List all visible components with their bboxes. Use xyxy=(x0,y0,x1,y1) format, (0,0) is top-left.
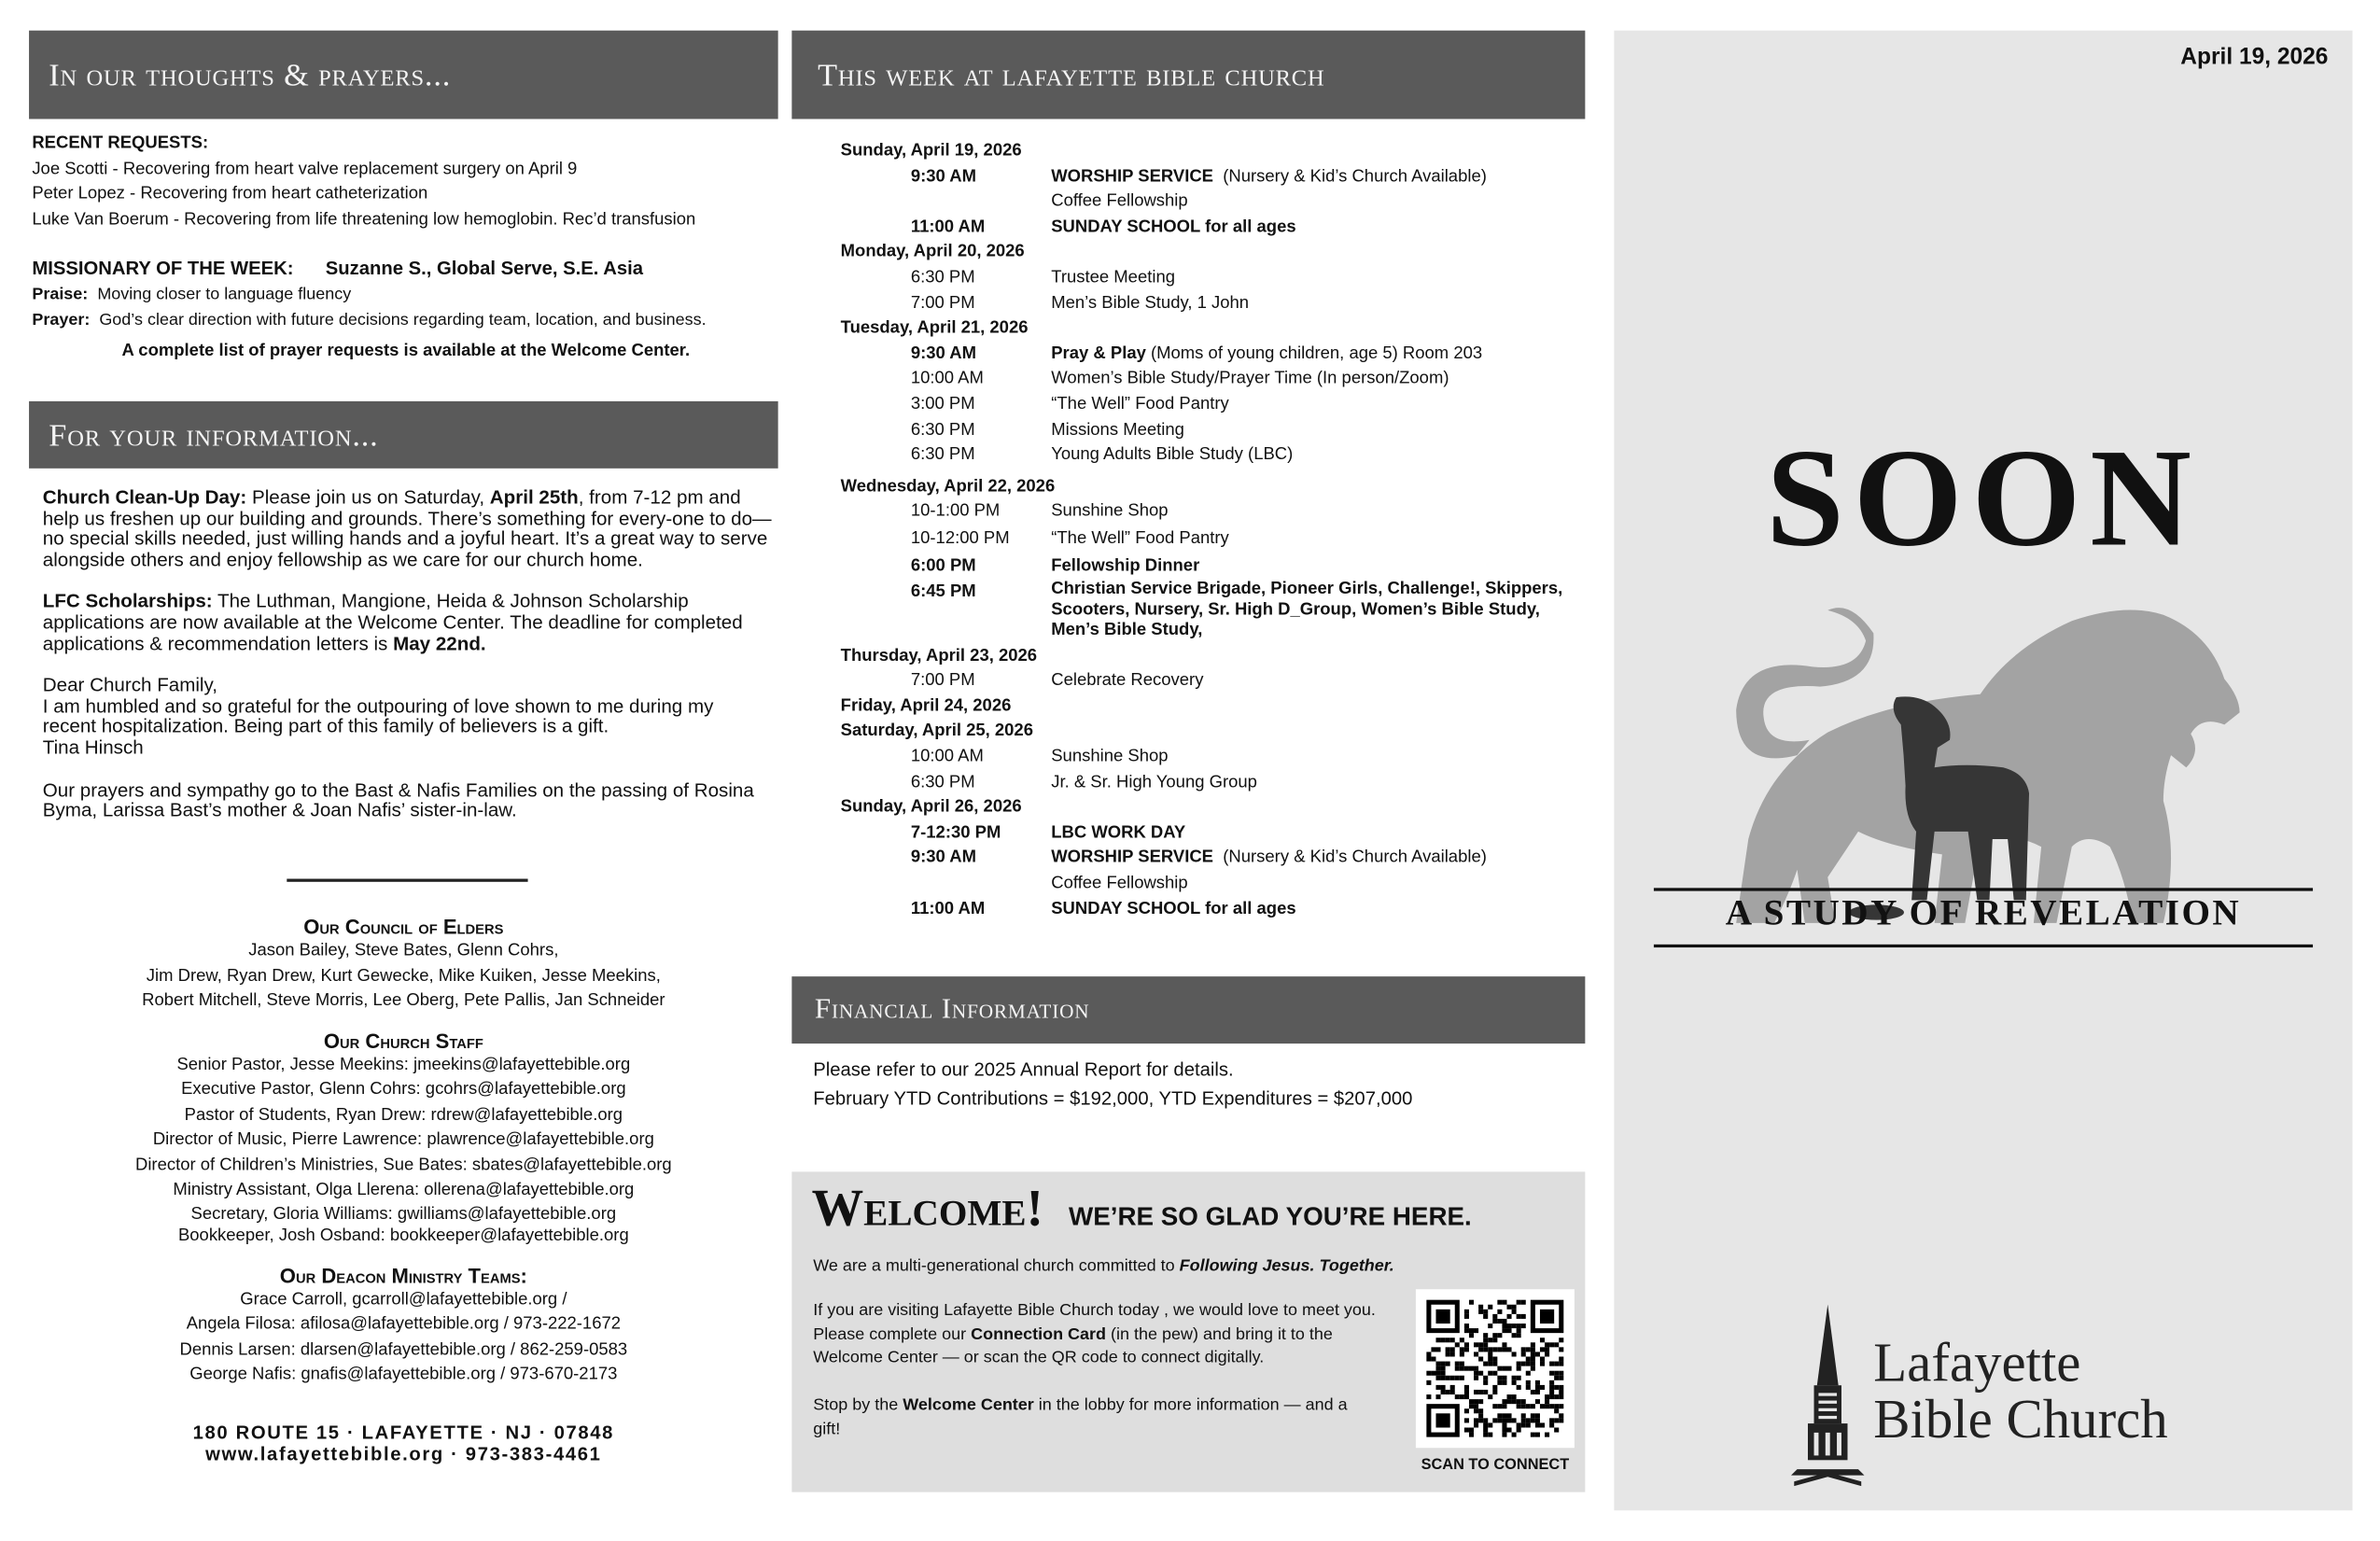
prayer-label: Prayer: xyxy=(32,310,91,329)
visit-text-2: (in the pew) and bring it to the Welcome Center — or scan the QR code to connect digitally. xyxy=(813,1324,1333,1367)
scholarship-deadline: May 22nd. xyxy=(393,632,486,654)
event-time: 6:00 PM xyxy=(910,555,976,575)
prayers-header xyxy=(29,31,778,119)
event-note: Missions Meeting xyxy=(1051,420,1184,439)
event-note: Men’s Bible Study, 1 John xyxy=(1051,293,1250,313)
financial-line-1: Please refer to our 2025 Annual Report for details. xyxy=(813,1058,1234,1081)
staff-line: Ministry Assistant, Olga Llerena: ollerena@lafayettebible.org xyxy=(173,1181,635,1199)
event-time: 6:30 PM xyxy=(910,773,975,792)
event-title: WORSHIP SERVICE xyxy=(1051,167,1214,186)
event-note: Sunshine Shop xyxy=(1051,502,1169,521)
event-time: 11:00 AM xyxy=(910,217,986,237)
schedule-day: Tuesday, April 21, 2026 xyxy=(840,318,1029,338)
church-logo xyxy=(1788,1301,2168,1495)
recent-requests-label: RECENT REQUESTS: xyxy=(32,133,209,153)
event-time: 10:00 AM xyxy=(910,747,984,766)
event-description xyxy=(1051,499,1573,525)
event-time: 6:30 PM xyxy=(910,445,975,465)
prayers-section xyxy=(32,132,779,360)
event-time: 9:30 AM xyxy=(910,167,976,186)
schedule-event xyxy=(841,745,1574,770)
staff-heading: Our Church Staff xyxy=(323,1029,483,1053)
praise-label: Praise: xyxy=(32,285,89,304)
schedule-event xyxy=(841,367,1574,392)
event-title: SUNDAY SCHOOL for all ages xyxy=(1051,899,1296,918)
logo-line-2: Bible Church xyxy=(1873,1388,2168,1450)
cleanup-text: Please join us on Saturday, xyxy=(246,486,490,509)
schedule-event xyxy=(841,526,1574,552)
schedule-event xyxy=(841,871,1574,896)
letter-greeting: Dear Church Family, xyxy=(42,674,218,696)
subtitle-rule-top xyxy=(1654,888,2313,890)
schedule-event xyxy=(841,417,1574,442)
schedule-event xyxy=(841,189,1574,215)
event-time: 6:30 PM xyxy=(910,268,975,287)
welcome-stop xyxy=(813,1394,1378,1442)
scholarship-text: The Luthman, Mangione, Heida & Johnson Scholarship applications are now available at the Welcome Center. The deadline for completed applications & recommendation letters is xyxy=(42,591,743,654)
request-item: Peter Lopez - Recovering from heart catheterization xyxy=(32,184,428,203)
event-description xyxy=(1051,215,1573,240)
staff-line: Director of Music, Pierre Lawrence: plawrence@lafayettebible.org xyxy=(152,1130,654,1149)
event-time: 6:30 PM xyxy=(910,420,975,439)
staff-line: Director of Children’s Ministries, Sue Bates: sbates@lafayettebible.org xyxy=(134,1156,672,1174)
connection-card: Connection Card xyxy=(971,1324,1107,1344)
schedule-event xyxy=(841,215,1574,240)
section-divider xyxy=(287,879,527,882)
qr-code[interactable] xyxy=(1416,1289,1575,1448)
fyi-heading: For your information... xyxy=(49,415,379,453)
schedule-event xyxy=(841,580,1574,641)
schedule-day: Monday, April 20, 2026 xyxy=(840,243,1025,262)
schedule-event xyxy=(841,820,1574,846)
event-title: LBC WORK DAY xyxy=(1051,823,1186,842)
financial-header xyxy=(791,976,1585,1044)
leadership-section xyxy=(29,916,778,1464)
series-subtitle: A STUDY OF REVELATION xyxy=(1725,893,2242,934)
cleanup-label: Church Clean-Up Day: xyxy=(42,486,247,509)
event-note: (Nursery & Kid’s Church Available) xyxy=(1213,848,1487,868)
financial-section xyxy=(813,1056,1412,1114)
event-note: Sunshine Shop xyxy=(1051,747,1169,766)
cleanup-notice xyxy=(43,488,772,571)
event-description xyxy=(1051,896,1573,921)
logo-line-1: Lafayette xyxy=(1873,1332,2081,1394)
event-time: 3:00 PM xyxy=(910,395,975,413)
fyi-header xyxy=(29,401,778,469)
prayer-line xyxy=(32,307,779,332)
schedule-event xyxy=(841,164,1574,189)
event-description xyxy=(1051,526,1573,552)
event-description xyxy=(1051,846,1573,871)
fyi-section xyxy=(43,488,772,843)
event-description xyxy=(1051,553,1573,579)
event-description xyxy=(1051,770,1573,795)
elders-line: Robert Mitchell, Steve Morris, Lee Oberg, Pete Pallis, Jan Schneider xyxy=(142,991,665,1011)
event-note: “The Well” Food Pantry xyxy=(1051,529,1229,548)
event-note: Coffee Fellowship xyxy=(1051,874,1188,893)
staff-line: Pastor of Students, Ryan Drew: rdrew@lafayettebible.org xyxy=(184,1105,623,1124)
event-description xyxy=(1051,745,1573,770)
schedule-event xyxy=(841,846,1574,871)
financial-line-2: February YTD Contributions = $192,000, YTD Expenditures = $207,000 xyxy=(813,1087,1413,1110)
visit-text: If you are visiting Lafayette Bible Church today , we would love to meet you. Please complete our xyxy=(813,1301,1376,1344)
schedule-day: Wednesday, April 22, 2026 xyxy=(840,477,1056,496)
event-time: 9:30 AM xyxy=(910,344,976,363)
event-title: Christian Service Brigade, Pioneer Girls, Challenge!, Skippers, Scooters, Nursery, Sr. High D_Group, Women’s Bible Study, Men’s Bible Study, xyxy=(1051,580,1563,640)
event-description xyxy=(1051,820,1573,846)
missionary-name: Suzanne S., Global Serve, S.E. Asia xyxy=(325,258,644,280)
event-title: WORSHIP SERVICE xyxy=(1051,848,1214,868)
staff-line: Senior Pastor, Jesse Meekins: jmeekins@lafayettebible.org xyxy=(176,1055,631,1073)
request-item: Luke Van Boerum - Recovering from life threatening low hemoglobin. Rec’d transfusion xyxy=(32,209,696,229)
request-item: Joe Scotti - Recovering from heart valve replacement surgery on April 9 xyxy=(32,159,578,178)
event-note: Young Adults Bible Study (LBC) xyxy=(1051,445,1294,465)
schedule-event xyxy=(841,896,1574,921)
week-heading: This week at lafayette bible church xyxy=(818,55,1325,92)
event-time: 10-1:00 PM xyxy=(910,502,1001,521)
staff-line: Executive Pastor, Glenn Cohrs: gcohrs@lafayettebible.org xyxy=(181,1080,626,1099)
qr-caption: SCAN TO CONNECT xyxy=(1421,1457,1570,1475)
deacon-line: Dennis Larsen: dlarsen@lafayettebible.org / 862-259-0583 xyxy=(179,1339,628,1359)
event-description xyxy=(1051,417,1573,442)
stop-text-2: in the lobby for more information — and a gift! xyxy=(813,1395,1348,1438)
missionary-line xyxy=(32,257,779,283)
event-description xyxy=(1051,668,1573,693)
welcome-intro xyxy=(813,1257,1394,1276)
event-description xyxy=(1051,290,1573,315)
event-time: 7-12:30 PM xyxy=(910,823,1001,842)
event-description xyxy=(1051,442,1573,468)
staff-line: Bookkeeper, Josh Osband: bookkeeper@lafayettebible.org xyxy=(177,1226,629,1245)
event-time: 10-12:00 PM xyxy=(910,529,1010,548)
welcome-visit xyxy=(813,1300,1402,1371)
deacon-line: George Nafis: gnafis@lafayettebible.org / 973-670-2173 xyxy=(189,1365,618,1384)
event-note: “The Well” Food Pantry xyxy=(1051,395,1229,413)
event-description xyxy=(1051,265,1573,290)
motto: Following Jesus. Together. xyxy=(1179,1256,1394,1276)
schedule-day: Sunday, April 19, 2026 xyxy=(840,142,1022,161)
event-note: Women’s Bible Study/Prayer Time (In person/Zoom) xyxy=(1051,370,1449,388)
schedule-event xyxy=(841,668,1574,693)
event-note: Coffee Fellowship xyxy=(1051,192,1188,211)
elders-line: Jason Bailey, Steve Bates, Glenn Cohrs, xyxy=(248,941,559,960)
bulletin-date: April 19, 2026 xyxy=(2180,44,2329,71)
deacon-line: Angela Filosa: afilosa@lafayettebible.org / 973-222-1672 xyxy=(186,1315,622,1334)
lion-and-lamb-illustration xyxy=(1705,587,2270,938)
event-note: Jr. & Sr. High Young Group xyxy=(1051,773,1257,792)
logo-text xyxy=(1873,1332,2168,1450)
sympathy-notice: Our prayers and sympathy go to the Bast & Nafis Families on the passing of Rosina Byma, Larissa Bast’s mother & Joan Nafis’ sister-in-law. xyxy=(42,778,754,821)
cleanup-text-2: , from 7-12 pm and help us freshen up our building and grounds. There’s something for every-one to do—no special skills needed, just willing hands and a joyful heart. It’s a great way to serve alongside others and enjoy fellowship as we care for our church home. xyxy=(42,486,772,570)
schedule-event xyxy=(841,392,1574,417)
church-web-phone: www.lafayettebible.org · 973-383-4461 xyxy=(205,1442,602,1464)
weekly-schedule xyxy=(841,139,1574,922)
event-time xyxy=(841,871,1052,896)
stop-text: Stop by the xyxy=(813,1395,903,1415)
schedule-day: Sunday, April 26, 2026 xyxy=(840,798,1022,817)
event-time: 7:00 PM xyxy=(910,293,975,313)
schedule-day: Thursday, April 23, 2026 xyxy=(840,646,1038,665)
event-title: Pray & Play xyxy=(1051,344,1146,363)
event-time: 9:30 AM xyxy=(910,848,976,868)
schedule-day: Friday, April 24, 2026 xyxy=(840,696,1012,716)
welcome-box xyxy=(791,1171,1585,1492)
event-time: 7:00 PM xyxy=(910,671,975,691)
event-note: Trustee Meeting xyxy=(1051,268,1175,287)
scholarship-notice xyxy=(43,593,772,655)
event-description xyxy=(1051,342,1573,367)
event-time xyxy=(841,189,1052,215)
schedule-event xyxy=(841,553,1574,579)
staff-line: Secretary, Gloria Williams: gwilliams@lafayettebible.org xyxy=(190,1204,617,1224)
missionary-label: MISSIONARY OF THE WEEK: xyxy=(32,258,294,280)
event-description xyxy=(1051,580,1573,641)
complete-list-note: A complete list of prayer requests is available at the Welcome Center. xyxy=(121,342,691,360)
prayer-text: God’s clear direction with future decisions regarding team, location, and business. xyxy=(99,310,707,329)
schedule-event xyxy=(841,342,1574,367)
welcome-title: Welcome! xyxy=(811,1181,1044,1238)
church-address: 180 ROUTE 15 · LAFAYETTE · NJ · 07848 xyxy=(192,1421,615,1443)
praise-line xyxy=(32,282,779,307)
elders-heading: Our Council of Elders xyxy=(303,915,504,939)
event-time: 10:00 AM xyxy=(910,370,984,388)
letter-body: I am humbled and so grateful for the outpouring of love shown to me during my recent hospitalization. Being part of this family of believers is a gift. xyxy=(42,694,714,738)
event-description xyxy=(1051,189,1573,215)
welcome-subtitle: WE’RE SO GLAD YOU’RE HERE. xyxy=(1068,1202,1472,1232)
thank-you-letter xyxy=(43,676,772,759)
praise-text: Moving closer to language fluency xyxy=(97,285,352,304)
welcome-title-row xyxy=(812,1181,1472,1239)
event-title: Fellowship Dinner xyxy=(1051,555,1200,575)
deacons-heading: Our Deacon Ministry Teams: xyxy=(279,1264,527,1287)
event-time: 11:00 AM xyxy=(910,899,986,918)
week-header xyxy=(791,31,1585,119)
letter-signature: Tina Hinsch xyxy=(42,736,144,759)
event-note: Celebrate Recovery xyxy=(1051,671,1204,691)
event-note: (Moms of young children, age 5) Room 203 xyxy=(1145,344,1483,363)
schedule-day: Saturday, April 25, 2026 xyxy=(840,721,1033,741)
event-note: (Nursery & Kid’s Church Available) xyxy=(1213,167,1487,186)
schedule-event xyxy=(841,770,1574,795)
event-description xyxy=(1051,392,1573,417)
event-title: SUNDAY SCHOOL for all ages xyxy=(1051,217,1296,237)
schedule-event xyxy=(841,290,1574,315)
scholarship-label: LFC Scholarships: xyxy=(42,591,213,613)
schedule-event xyxy=(841,265,1574,290)
event-description xyxy=(1051,871,1573,896)
elders-line: Jim Drew, Ryan Drew, Kurt Gewecke, Mike Kuiken, Jesse Meekins, xyxy=(146,966,661,986)
qr-code-icon xyxy=(1416,1289,1575,1448)
intro-text: We are a multi-generational church committed to xyxy=(813,1256,1180,1276)
financial-heading: Financial Information xyxy=(814,993,1090,1026)
cover-panel xyxy=(1614,31,2352,1511)
welcome-center: Welcome Center xyxy=(903,1395,1034,1415)
cleanup-date: April 25th xyxy=(489,486,579,509)
subtitle-rule-bottom xyxy=(1654,945,2313,947)
event-description xyxy=(1051,367,1573,392)
prayers-heading: In our thoughts & prayers... xyxy=(49,55,452,92)
schedule-event xyxy=(841,442,1574,468)
event-time: 6:45 PM xyxy=(910,582,976,602)
schedule-event xyxy=(841,499,1574,525)
event-description xyxy=(1051,164,1573,189)
steeple-icon xyxy=(1788,1301,1868,1487)
deacon-line: Grace Carroll, gcarroll@lafayettebible.org / xyxy=(240,1290,567,1309)
series-title: SOON xyxy=(1766,419,2201,576)
